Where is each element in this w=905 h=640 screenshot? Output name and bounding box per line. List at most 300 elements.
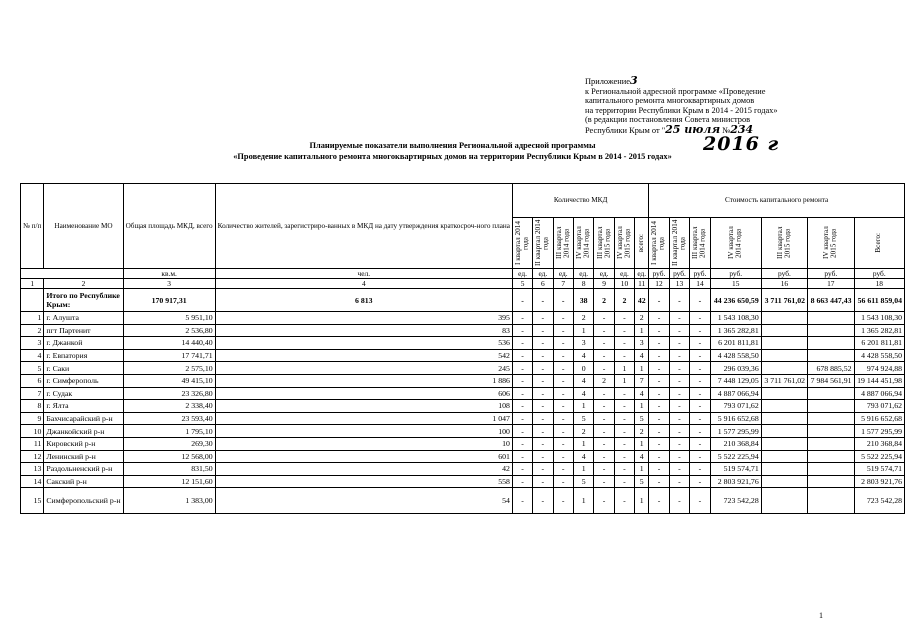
header-label: всего:: [636, 233, 645, 253]
table-cell: -: [614, 324, 634, 337]
total-cell: 38: [573, 289, 594, 312]
table-cell: -: [690, 362, 711, 375]
table-row: [21, 412, 905, 425]
table-cell: 11: [21, 437, 44, 450]
table-cell: -: [614, 337, 634, 350]
table-cell: 542: [215, 349, 512, 362]
table-cell: 7 448 129,05: [710, 374, 761, 387]
header-label: I квартал 2014 года: [650, 221, 666, 265]
table-cell: -: [512, 374, 532, 387]
table-cell: 4: [635, 450, 649, 463]
table-cell: -: [690, 387, 711, 400]
table-cell: 4: [21, 349, 44, 362]
table-cell: -: [690, 312, 711, 325]
municipality-name: г. Симферополь: [44, 374, 123, 387]
municipality-name: пгт Партенит: [44, 324, 123, 337]
unit-cell: руб.: [761, 269, 807, 279]
table-cell: 519 574,71: [710, 463, 761, 476]
table-cell: 1: [573, 488, 594, 514]
table-cell: -: [512, 362, 532, 375]
table-cell: -: [512, 349, 532, 362]
municipality-name: Кировский р-н: [44, 437, 123, 450]
table-cell: [808, 475, 854, 488]
table-cell: [761, 475, 807, 488]
header-label: IV квартал 2015 года: [615, 226, 632, 260]
municipality-name: Симферопольский р-н: [44, 488, 123, 514]
table-cell: 10: [215, 437, 512, 450]
header-label: III квартал 2014 года: [691, 226, 707, 260]
table-cell: 12 568,00: [123, 450, 215, 463]
table-cell: 3: [635, 337, 649, 350]
header-no: № п/п: [21, 184, 44, 269]
table-cell: [808, 450, 854, 463]
table-cell: -: [690, 488, 711, 514]
table-cell: 23 326,80: [123, 387, 215, 400]
table-row: [21, 312, 905, 325]
header-mkd-col-2: [533, 218, 553, 269]
table-cell: [761, 312, 807, 325]
header-label: II квартал 2014 года: [670, 219, 687, 267]
table-cell: 2: [594, 374, 614, 387]
table-cell: 2: [635, 425, 649, 438]
table-cell: 9: [21, 412, 44, 425]
table-cell: 1 795,10: [123, 425, 215, 438]
total-cell: -: [512, 289, 532, 312]
table-cell: -: [669, 437, 689, 450]
table-cell: -: [614, 425, 634, 438]
table-cell: -: [669, 425, 689, 438]
table-cell: -: [690, 475, 711, 488]
appendix-prefix: Приложение: [585, 77, 630, 86]
column-number: 12: [649, 279, 669, 289]
total-cell: 2: [614, 289, 634, 312]
header-cost-col-3: [690, 218, 711, 269]
table-cell: -: [649, 312, 669, 325]
table-cell: 1: [21, 312, 44, 325]
table-cell: 2 803 921,76: [854, 475, 904, 488]
table-cell: 54: [215, 488, 512, 514]
header-label: III квартал 2014 года: [554, 226, 571, 260]
table-cell: -: [649, 374, 669, 387]
table-row: [21, 463, 905, 476]
table-cell: [808, 412, 854, 425]
table-cell: -: [512, 475, 532, 488]
table-cell: -: [553, 400, 573, 413]
table-row: [21, 400, 905, 413]
total-cell: 56 611 859,04: [854, 289, 904, 312]
table-cell: 5 916 652,68: [710, 412, 761, 425]
table-cell: [761, 425, 807, 438]
table-cell: 723 542,28: [854, 488, 904, 514]
municipality-name: г. Саки: [44, 362, 123, 375]
header-mkd-col-3: [553, 218, 573, 269]
table-cell: -: [669, 349, 689, 362]
table-cell: -: [594, 400, 614, 413]
table-cell: 42: [215, 463, 512, 476]
total-label: Итого по Республике Крым:: [44, 289, 123, 312]
table-cell: -: [553, 488, 573, 514]
table-cell: 1: [635, 488, 649, 514]
table-cell: [761, 463, 807, 476]
municipality-name: Раздольненский р-н: [44, 463, 123, 476]
column-number: 3: [123, 279, 215, 289]
table-cell: [761, 450, 807, 463]
header-cost-col-5: [761, 218, 807, 269]
table-cell: -: [649, 387, 669, 400]
appendix-title: [585, 76, 895, 87]
table-cell: -: [553, 450, 573, 463]
municipality-name: г. Судак: [44, 387, 123, 400]
table-cell: 974 924,88: [854, 362, 904, 375]
total-cell: 170 917,31: [123, 289, 215, 312]
table-cell: 4: [573, 349, 594, 362]
table-row: [21, 475, 905, 488]
table-cell: 4: [573, 450, 594, 463]
unit-cell: ед.: [553, 269, 573, 279]
table-cell: 0: [573, 362, 594, 375]
header-mkd-col-6: [614, 218, 634, 269]
table-cell: 1: [614, 362, 634, 375]
table-cell: [761, 337, 807, 350]
header-mkd-group: Количество МКД: [512, 184, 648, 218]
table-cell: [808, 463, 854, 476]
table-cell: 245: [215, 362, 512, 375]
total-cell: -: [649, 289, 669, 312]
appendix-number: 3: [629, 74, 638, 87]
table-cell: -: [512, 463, 532, 476]
header-label: Всего:: [874, 233, 883, 253]
table-cell: -: [533, 324, 553, 337]
table-row: [21, 387, 905, 400]
table-cell: -: [649, 337, 669, 350]
table-cell: 1: [573, 437, 594, 450]
table-cell: -: [690, 374, 711, 387]
table-cell: 2: [635, 312, 649, 325]
table-cell: -: [553, 475, 573, 488]
table-cell: 15: [21, 488, 44, 514]
table-cell: -: [669, 312, 689, 325]
header-cost-col-4: [710, 218, 761, 269]
table-row: [21, 349, 905, 362]
indicators-table: [20, 183, 905, 514]
table-cell: -: [614, 387, 634, 400]
table-cell: 2 536,80: [123, 324, 215, 337]
page-number: 1: [819, 611, 823, 620]
table-cell: 83: [215, 324, 512, 337]
table-cell: [761, 437, 807, 450]
table-cell: 2 338,40: [123, 400, 215, 413]
table-cell: -: [614, 450, 634, 463]
table-cell: -: [594, 425, 614, 438]
table-cell: 793 071,62: [710, 400, 761, 413]
header-residents: Количество жителей, зарегистриро-ванных в МКД на дату утверждения краткосроч-ного плана: [215, 184, 512, 269]
table-cell: -: [649, 400, 669, 413]
table-cell: -: [512, 450, 532, 463]
table-cell: 23 593,40: [123, 412, 215, 425]
municipality-name: г. Ялта: [44, 400, 123, 413]
table-cell: 14: [21, 475, 44, 488]
table-cell: -: [669, 488, 689, 514]
table-cell: -: [512, 337, 532, 350]
table-cell: 4: [635, 387, 649, 400]
table-cell: [761, 488, 807, 514]
appendix-line-3: на территории Республики Крым в 2014 - 2015 годах»: [585, 105, 778, 115]
column-number: 15: [710, 279, 761, 289]
table-cell: -: [553, 349, 573, 362]
table-cell: -: [594, 463, 614, 476]
column-number: 16: [761, 279, 807, 289]
total-cell: 8 663 447,43: [808, 289, 854, 312]
column-number: 14: [690, 279, 711, 289]
table-cell: 2: [573, 425, 594, 438]
table-cell: [761, 362, 807, 375]
table-cell: 12 151,60: [123, 475, 215, 488]
table-cell: -: [594, 412, 614, 425]
header-label: III квартал 2015 года: [595, 226, 612, 260]
appendix-line-1: к Региональной адресной программе «Проведение: [585, 86, 766, 96]
table-cell: 5 522 225,94: [710, 450, 761, 463]
table-cell: -: [690, 349, 711, 362]
table-cell: 5: [635, 412, 649, 425]
table-cell: -: [649, 463, 669, 476]
appendix-no-label: №: [720, 125, 731, 135]
table-cell: 606: [215, 387, 512, 400]
municipality-name: г. Джанкой: [44, 337, 123, 350]
table-cell: -: [594, 337, 614, 350]
municipality-name: г. Алушта: [44, 312, 123, 325]
table-row: [21, 425, 905, 438]
table-cell: 1 577 295,99: [854, 425, 904, 438]
table-cell: -: [533, 463, 553, 476]
table-row: [21, 362, 905, 375]
appendix-line-4: (в редакции постановления Совета министров: [585, 115, 751, 125]
table-cell: 17 741,71: [123, 349, 215, 362]
table-cell: 831,50: [123, 463, 215, 476]
table-cell: 1: [573, 324, 594, 337]
table-cell: -: [553, 374, 573, 387]
table-cell: -: [533, 425, 553, 438]
municipality-name: Джанкойский р-н: [44, 425, 123, 438]
table-cell: -: [512, 312, 532, 325]
table-cell: -: [649, 362, 669, 375]
table-cell: 3: [21, 337, 44, 350]
column-number: 10: [614, 279, 634, 289]
table-cell: -: [614, 463, 634, 476]
table-cell: -: [690, 400, 711, 413]
table-cell: -: [649, 412, 669, 425]
header-area: Общая площадь МКД, всего: [123, 184, 215, 269]
table-cell: -: [690, 463, 711, 476]
table-cell: -: [594, 475, 614, 488]
header-cost-col-1: [649, 218, 669, 269]
municipality-name: г. Евпатория: [44, 349, 123, 362]
total-cell: 44 236 650,59: [710, 289, 761, 312]
total-row: [21, 289, 905, 312]
municipality-name: Бахчисарайский р-н: [44, 412, 123, 425]
table-cell: 2 575,10: [123, 362, 215, 375]
table-cell: 1 886: [215, 374, 512, 387]
table-cell: 4 887 066,94: [710, 387, 761, 400]
table-cell: -: [669, 324, 689, 337]
table-cell: 4: [573, 374, 594, 387]
table-cell: -: [512, 324, 532, 337]
total-cell: -: [690, 289, 711, 312]
column-number: 17: [808, 279, 854, 289]
table-cell: -: [533, 450, 553, 463]
table-cell: 1: [573, 400, 594, 413]
table-cell: -: [614, 475, 634, 488]
table-cell: -: [533, 337, 553, 350]
table-cell: -: [553, 337, 573, 350]
unit-cell: руб.: [669, 269, 689, 279]
title-line-1: Планируемые показатели выполнения Региональной адресной программы: [309, 141, 596, 150]
table-cell: 1 365 282,81: [710, 324, 761, 337]
table-cell: -: [594, 312, 614, 325]
table-body: [21, 279, 905, 514]
table-cell: 1: [635, 463, 649, 476]
unit-cell: руб.: [854, 269, 904, 279]
table-cell: -: [649, 324, 669, 337]
handwritten-month: июля: [684, 122, 721, 136]
table-cell: 6 201 811,81: [710, 337, 761, 350]
table-cell: -: [669, 463, 689, 476]
table-cell: 1 383,00: [123, 488, 215, 514]
appendix-block: [585, 74, 895, 155]
table-cell: 7 984 561,91: [808, 374, 854, 387]
table-cell: -: [533, 400, 553, 413]
column-number: 6: [533, 279, 553, 289]
table-cell: 601: [215, 450, 512, 463]
table-cell: 395: [215, 312, 512, 325]
header-cost-group: Стоимость капитального ремонта: [649, 184, 905, 218]
handwritten-year: 2016 г: [703, 133, 780, 155]
table-cell: [761, 400, 807, 413]
table-cell: -: [553, 463, 573, 476]
unit-cell: руб.: [808, 269, 854, 279]
table-cell: 1 365 282,81: [854, 324, 904, 337]
table-cell: 4 887 066,94: [854, 387, 904, 400]
table-cell: 5: [573, 412, 594, 425]
municipality-name: Ленинский р-н: [44, 450, 123, 463]
unit-cell: ед.: [594, 269, 614, 279]
table-cell: -: [690, 450, 711, 463]
table-row: [21, 450, 905, 463]
table-cell: -: [614, 312, 634, 325]
table-cell: -: [533, 437, 553, 450]
table-cell: -: [553, 412, 573, 425]
column-number: 9: [594, 279, 614, 289]
table-cell: 6 201 811,81: [854, 337, 904, 350]
table-cell: 108: [215, 400, 512, 413]
table-cell: 210 368,84: [710, 437, 761, 450]
column-number: 18: [854, 279, 904, 289]
table-cell: 558: [215, 475, 512, 488]
table-cell: 269,30: [123, 437, 215, 450]
table-cell: 7: [21, 387, 44, 400]
column-number: 2: [44, 279, 123, 289]
header-name: Наименование МО: [44, 184, 123, 269]
unit-cell: руб.: [710, 269, 761, 279]
table-cell: 100: [215, 425, 512, 438]
header-label: IV квартал 2014 года: [575, 226, 591, 260]
column-number: 7: [553, 279, 573, 289]
table-cell: 13: [21, 463, 44, 476]
table-cell: -: [533, 362, 553, 375]
table-cell: 7: [635, 374, 649, 387]
table-cell: 2 803 921,76: [710, 475, 761, 488]
units-blank: [21, 269, 124, 279]
header-mkd-col-7: [635, 218, 649, 269]
header-label: IV квартал 2015 года: [822, 226, 838, 260]
table-cell: -: [594, 437, 614, 450]
total-cell: -: [533, 289, 553, 312]
table-cell: [808, 324, 854, 337]
table-cell: 793 071,62: [854, 400, 904, 413]
table-cell: [808, 400, 854, 413]
table-cell: 3: [573, 337, 594, 350]
table-cell: -: [594, 349, 614, 362]
table-cell: -: [649, 475, 669, 488]
table-cell: -: [669, 387, 689, 400]
handwritten-date: 25: [665, 122, 685, 136]
appendix-line-2: капитального ремонта многоквартирных домов: [585, 96, 755, 106]
table-cell: -: [533, 374, 553, 387]
table-cell: -: [690, 337, 711, 350]
table-cell: -: [690, 412, 711, 425]
table-cell: -: [614, 437, 634, 450]
table-cell: 5 951,10: [123, 312, 215, 325]
title-line-2: «Проведение капитального ремонта многоквартирных домов на территории Республики Крым в 2014 - 2015 годах»: [233, 151, 672, 161]
municipality-name: Сакский р-н: [44, 475, 123, 488]
unit-cell: ед.: [533, 269, 553, 279]
header-mkd-col-1: [512, 218, 532, 269]
table-cell: [808, 312, 854, 325]
table-cell: 14 440,40: [123, 337, 215, 350]
table-cell: 1: [635, 437, 649, 450]
units-row: [21, 269, 905, 279]
table-cell: -: [533, 387, 553, 400]
table-cell: -: [553, 387, 573, 400]
table-cell: 1 047: [215, 412, 512, 425]
unit-cell: ед.: [573, 269, 594, 279]
header-cost-col-2: [669, 218, 689, 269]
total-cell: 3 711 761,02: [761, 289, 807, 312]
table-cell: 5 916 652,68: [854, 412, 904, 425]
total-cell: 6 813: [215, 289, 512, 312]
table-cell: -: [553, 324, 573, 337]
table-cell: -: [594, 450, 614, 463]
table-cell: 49 415,10: [123, 374, 215, 387]
table-cell: 1 543 108,30: [854, 312, 904, 325]
table-cell: -: [669, 450, 689, 463]
table-cell: -: [512, 488, 532, 514]
table-cell: 678 885,52: [808, 362, 854, 375]
table-row: [21, 337, 905, 350]
table-cell: -: [533, 412, 553, 425]
table-cell: 5: [21, 362, 44, 375]
table-cell: -: [553, 437, 573, 450]
table-cell: 8: [21, 400, 44, 413]
table-cell: -: [614, 412, 634, 425]
table-cell: -: [669, 412, 689, 425]
table-cell: [808, 488, 854, 514]
table-cell: 1: [635, 362, 649, 375]
table-cell: 1 577 295,99: [710, 425, 761, 438]
total-cell: -: [553, 289, 573, 312]
table-cell: 1 543 108,30: [710, 312, 761, 325]
table-cell: -: [594, 387, 614, 400]
table-cell: -: [669, 374, 689, 387]
